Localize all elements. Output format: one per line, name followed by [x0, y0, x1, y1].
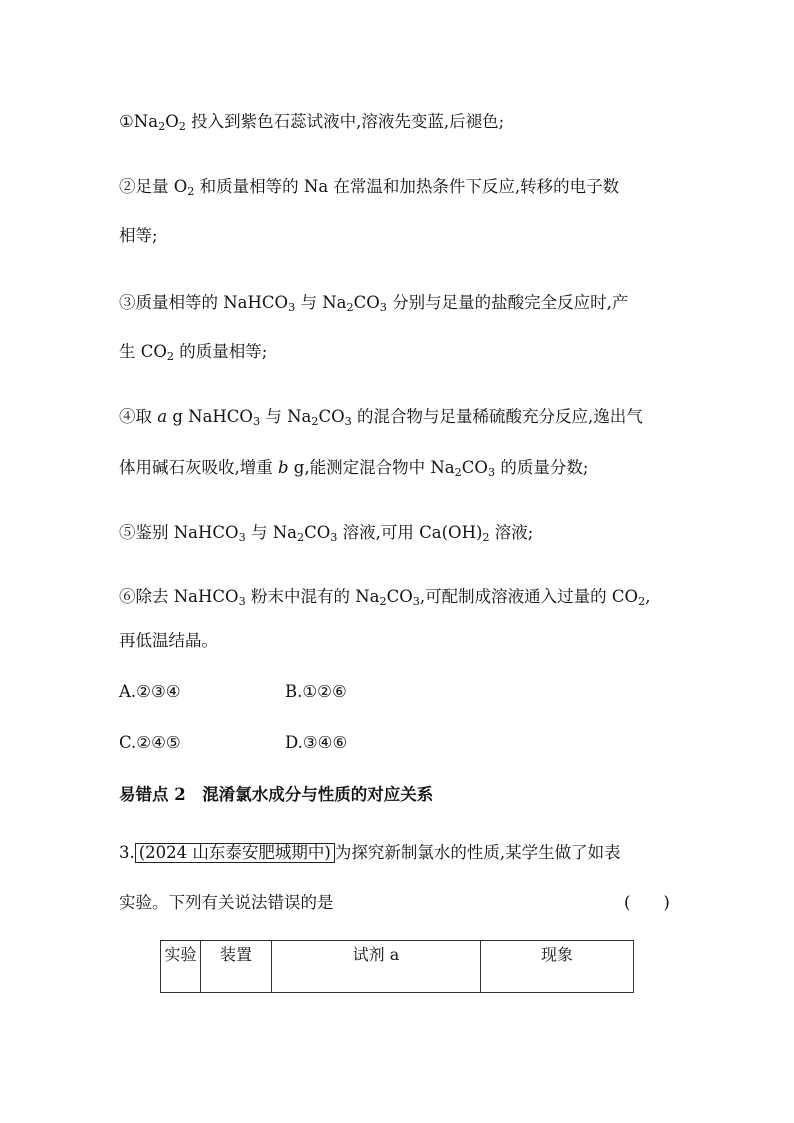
option-b[interactable]: B.①②⑥ [285, 682, 347, 701]
statement-3-line-2: 生 $CO_2$ 的质量相等; [119, 342, 268, 364]
question-3-line-2: 实验。下列有关说法错误的是 [119, 893, 334, 912]
answer-blank[interactable]: ( ) [624, 893, 670, 912]
header-reagent: 试剂 a [272, 941, 481, 993]
statement-6-line-1: ⑥除去 NaHCO$_3$ 粉末中混有的 $Na_2CO_3$,可配制成溶液通入过量的 $CO_2$, [119, 587, 651, 609]
header-phenomenon: 现象 [481, 941, 634, 993]
question-source: (2024 山东泰安肥城期中) [135, 843, 335, 863]
header-apparatus: 装置 [201, 941, 272, 993]
table-header-row [161, 941, 634, 993]
statement-3-line-1: ③质量相等的 NaHCO$_3$ 与 $Na_2CO_3$ 分别与足量的盐酸完全反应时,产 [119, 293, 629, 315]
statement-6-line-2: 再低温结晶。 [119, 631, 218, 650]
question-3-line-1 [119, 842, 621, 864]
option-a[interactable]: A.②③④ [119, 682, 181, 701]
statement-4-line-2: 体用碱石灰吸收,增重 b g,能测定混合物中 $Na_2CO_3$ 的质量分数; [119, 458, 589, 480]
statement-2-line-2: 相等; [119, 226, 158, 245]
statement-4-line-1: ④取 a g NaHCO$_3$ 与 $Na_2CO_3$ 的混合物与足量稀硫酸充分反应,逸出气 [119, 407, 643, 429]
experiment-table [160, 940, 634, 993]
section-heading: 易错点 2 混淆氯水成分与性质的对应关系 [119, 785, 434, 804]
statement-5: ⑤鉴别 NaHCO$_3$ 与 $Na_2CO_3$ 溶液,可用 $Ca(OH)_2$ 溶液; [119, 523, 534, 545]
option-c[interactable]: C.②④⑤ [119, 733, 181, 752]
header-experiment: 实验 [161, 941, 201, 993]
statement-1: $①Na_2O_2$ 投入到紫色石蕊试液中,溶液先变蓝,后褪色; [119, 112, 505, 134]
question-stem: 为探究新制氯水的性质,某学生做了如表 [334, 843, 621, 862]
option-d[interactable]: D.③④⑥ [285, 733, 348, 752]
question-number: 3. [119, 843, 135, 862]
statement-2-line-1: ②足量 $O_2$ 和质量相等的 Na 在常温和加热条件下反应,转移的电子数 [119, 177, 620, 199]
